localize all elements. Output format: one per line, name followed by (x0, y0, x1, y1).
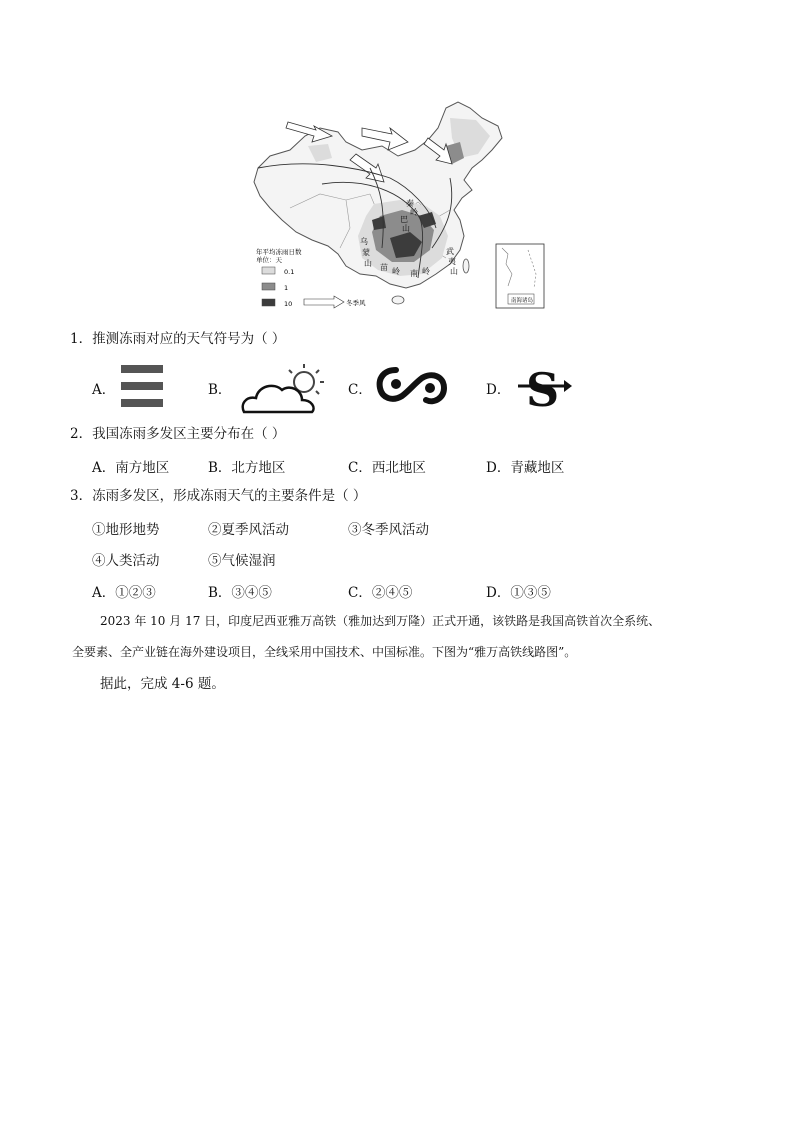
legend-value: 10 (284, 300, 293, 308)
map-label: 山 (402, 224, 410, 233)
map-label: 蒙 (362, 248, 370, 257)
hainan-island (392, 296, 404, 304)
map-label: 乌 (360, 237, 368, 246)
option-d[interactable] (486, 456, 564, 476)
question-number: 1． (70, 331, 93, 347)
option-c[interactable] (348, 456, 426, 476)
option-text: 西北地区 (371, 460, 426, 476)
winter-monsoon-arrow (362, 128, 408, 150)
legend-arrow-label: 冬季风 (346, 299, 366, 307)
passage-line-2: 全要素、全产业链在海外建设项目，全线采用中国技术、中国标准。下图为“雅万高铁线路图”。 (72, 645, 577, 659)
sandstorm-symbol-icon (516, 362, 574, 410)
option-letter: A． (92, 460, 116, 476)
option-text: ①②③ (115, 585, 156, 601)
option-letter: D． (486, 460, 511, 476)
option-b[interactable] (208, 581, 272, 601)
option-letter: C． (348, 585, 372, 601)
question-3 (70, 487, 366, 505)
map-label: 南 (410, 269, 418, 278)
passage-line-1: 2023 年 10 月 17 日，印度尼西亚雅万高铁（雅加达到万隆）正式开通，该铁路是我国高铁首次全系统、 (100, 614, 661, 628)
bars-symbol-icon (120, 364, 164, 408)
condition-item: ④人类活动 (92, 553, 160, 569)
taiwan-island (463, 259, 469, 273)
map-label: 山 (364, 259, 372, 268)
option-text: ①③⑤ (510, 585, 551, 601)
option-text: ②④⑤ (371, 585, 413, 601)
legend-title: 年平均冻雨日数 (256, 248, 302, 256)
option-text: ③④⑤ (231, 585, 272, 601)
option-text: 南方地区 (115, 460, 170, 476)
option-a-label[interactable]: A． (92, 382, 116, 398)
option-b-label[interactable]: B． (208, 382, 232, 398)
question-number: 2． (70, 426, 93, 442)
option-letter: B． (208, 460, 232, 476)
map-label: 夷 (448, 257, 456, 266)
legend-swatch (262, 267, 275, 274)
option-d-label[interactable]: D． (486, 382, 511, 398)
legend-value: 0.1 (284, 268, 295, 276)
option-letter: B． (208, 585, 232, 601)
option-text: 北方地区 (231, 460, 286, 476)
legend-arrow-icon (304, 296, 344, 308)
inset-label: 南海诸岛 (511, 298, 534, 304)
option-b[interactable] (208, 456, 285, 476)
legend-value: 1 (284, 284, 289, 292)
passage-instruction: 据此，完成 4-6 题。 (100, 676, 225, 692)
option-letter: A． (92, 585, 116, 601)
map-label: 秦 (406, 199, 414, 208)
map-label: 苗 (380, 263, 388, 272)
china-freezing-rain-map (250, 98, 550, 312)
option-c[interactable] (348, 581, 412, 601)
condition-item: ①地形地势 (92, 522, 160, 538)
legend-swatch (262, 299, 275, 306)
legend-unit: 单位：天 (256, 256, 282, 264)
map-label: 岭 (422, 267, 430, 276)
condition-item: ⑤气候湿润 (208, 553, 276, 569)
option-a[interactable] (92, 581, 156, 601)
option-text: 青藏地区 (510, 460, 565, 476)
condition-item: ②夏季风活动 (208, 522, 289, 538)
option-letter: C． (348, 460, 372, 476)
legend-swatch (262, 283, 275, 290)
question-text: 我国冻雨多发区主要分布在（ ） (92, 426, 286, 442)
question-1 (70, 330, 285, 348)
question-text: 推测冻雨对应的天气符号为（ ） (92, 331, 286, 347)
svg-text:S: S (526, 363, 560, 410)
freezing-rain-symbol-icon (376, 364, 448, 408)
option-c-label[interactable]: C． (348, 382, 372, 398)
question-number: 3． (70, 488, 93, 504)
option-letter: D． (486, 585, 511, 601)
map-label: 武 (446, 247, 454, 256)
map-label: 岭 (410, 208, 418, 217)
question-2 (70, 425, 285, 443)
map-label: 巴 (400, 215, 408, 224)
cloud-sun-symbol-icon (240, 360, 330, 414)
option-a[interactable] (92, 456, 169, 476)
condition-item: ③冬季风活动 (348, 522, 429, 538)
question-text: 冻雨多发区，形成冻雨天气的主要条件是（ ） (92, 488, 367, 504)
south-china-sea-inset (496, 244, 544, 308)
map-label: 岭 (392, 267, 400, 276)
option-d[interactable] (486, 581, 551, 601)
map-label: 山 (450, 267, 458, 276)
